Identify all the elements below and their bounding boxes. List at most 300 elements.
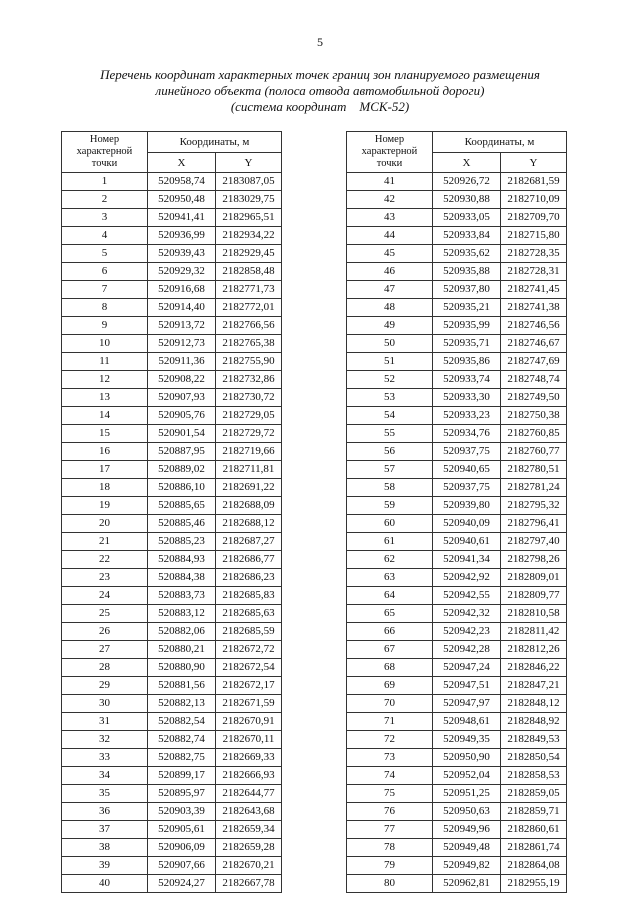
table-row: [62, 857, 282, 875]
cell-point-number: 45: [347, 245, 433, 263]
table-row: [62, 335, 282, 353]
cell-y: 2182685,63: [216, 605, 282, 623]
cell-point-number: 2: [62, 191, 148, 209]
cell-y: 2182798,26: [501, 551, 567, 569]
table-row: [62, 641, 282, 659]
cell-point-number: 71: [347, 713, 433, 731]
cell-point-number: 3: [62, 209, 148, 227]
cell-point-number: 57: [347, 461, 433, 479]
cell-x: 520935,88: [433, 263, 501, 281]
cell-x: 520880,90: [148, 659, 216, 677]
cell-point-number: 36: [62, 803, 148, 821]
cell-point-number: 37: [62, 821, 148, 839]
table-row: [347, 479, 567, 497]
cell-x: 520935,21: [433, 299, 501, 317]
cell-point-number: 17: [62, 461, 148, 479]
cell-point-number: 80: [347, 875, 433, 893]
cell-y: 2182760,77: [501, 443, 567, 461]
table-row: [347, 857, 567, 875]
cell-point-number: 70: [347, 695, 433, 713]
cell-point-number: 6: [62, 263, 148, 281]
cell-y: 2182671,59: [216, 695, 282, 713]
cell-x: 520935,71: [433, 335, 501, 353]
cell-x: 520940,61: [433, 533, 501, 551]
table-row: [347, 443, 567, 461]
table-row: [347, 767, 567, 785]
cell-y: 2182766,56: [216, 317, 282, 335]
table-row: [62, 497, 282, 515]
header-coordinates: Координаты, м: [148, 132, 282, 153]
cell-y: 2182688,09: [216, 497, 282, 515]
cell-x: 520903,39: [148, 803, 216, 821]
cell-point-number: 76: [347, 803, 433, 821]
coordinates-table-left: [61, 131, 282, 893]
cell-point-number: 41: [347, 173, 433, 191]
cell-x: 520901,54: [148, 425, 216, 443]
cell-x: 520935,99: [433, 317, 501, 335]
table-row: [347, 263, 567, 281]
cell-y: 2182748,74: [501, 371, 567, 389]
cell-y: 2182848,12: [501, 695, 567, 713]
cell-point-number: 31: [62, 713, 148, 731]
cell-x: 520905,76: [148, 407, 216, 425]
cell-x: 520950,48: [148, 191, 216, 209]
cell-point-number: 24: [62, 587, 148, 605]
cell-x: 520939,80: [433, 497, 501, 515]
cell-x: 520940,09: [433, 515, 501, 533]
cell-point-number: 33: [62, 749, 148, 767]
table-row: [62, 803, 282, 821]
cell-x: 520914,40: [148, 299, 216, 317]
cell-point-number: 77: [347, 821, 433, 839]
cell-x: 520908,22: [148, 371, 216, 389]
cell-x: 520882,13: [148, 695, 216, 713]
cell-y: 2182861,74: [501, 839, 567, 857]
heading-line-3: (система координат МСК-52): [230, 99, 410, 114]
cell-x: 520958,74: [148, 173, 216, 191]
cell-x: 520942,92: [433, 569, 501, 587]
cell-point-number: 43: [347, 209, 433, 227]
cell-point-number: 65: [347, 605, 433, 623]
cell-y: 2182672,54: [216, 659, 282, 677]
cell-y: 2182659,34: [216, 821, 282, 839]
coordinates-table-right: [346, 131, 567, 893]
cell-y: 2182848,92: [501, 713, 567, 731]
cell-y: 2182711,81: [216, 461, 282, 479]
table-row: [62, 533, 282, 551]
cell-x: 520949,96: [433, 821, 501, 839]
cell-point-number: 42: [347, 191, 433, 209]
cell-x: 520884,38: [148, 569, 216, 587]
cell-x: 520895,97: [148, 785, 216, 803]
cell-y: 2182846,22: [501, 659, 567, 677]
cell-x: 520882,54: [148, 713, 216, 731]
table-row: [347, 713, 567, 731]
table-row: [62, 209, 282, 227]
cell-point-number: 8: [62, 299, 148, 317]
cell-x: 520947,24: [433, 659, 501, 677]
cell-y: 2182685,83: [216, 587, 282, 605]
cell-point-number: 49: [347, 317, 433, 335]
table-row: [347, 461, 567, 479]
header-x: X: [433, 153, 501, 173]
cell-x: 520885,23: [148, 533, 216, 551]
table-row: [62, 425, 282, 443]
cell-point-number: 56: [347, 443, 433, 461]
cell-x: 520950,63: [433, 803, 501, 821]
cell-point-number: 72: [347, 731, 433, 749]
header-point-number-line: Номер: [89, 134, 120, 145]
table-row: [62, 173, 282, 191]
table-row: [347, 353, 567, 371]
cell-point-number: 5: [62, 245, 148, 263]
table-row: [347, 533, 567, 551]
cell-x: 520887,95: [148, 443, 216, 461]
table-row: [347, 227, 567, 245]
cell-x: 520942,55: [433, 587, 501, 605]
cell-point-number: 14: [62, 407, 148, 425]
header-point-number-line: характерной: [361, 146, 418, 157]
cell-point-number: 66: [347, 623, 433, 641]
cell-y: 2182780,51: [501, 461, 567, 479]
table-row: [62, 839, 282, 857]
cell-x: 520885,65: [148, 497, 216, 515]
cell-point-number: 20: [62, 515, 148, 533]
cell-y: 2182669,33: [216, 749, 282, 767]
table-row: [62, 785, 282, 803]
cell-x: 520942,32: [433, 605, 501, 623]
cell-point-number: 30: [62, 695, 148, 713]
cell-x: 520939,43: [148, 245, 216, 263]
heading-line-1: Перечень координат характерных точек границ зон планируемого размещения: [100, 67, 540, 82]
table-row: [347, 515, 567, 533]
cell-point-number: 9: [62, 317, 148, 335]
cell-y: 2182732,86: [216, 371, 282, 389]
cell-x: 520889,02: [148, 461, 216, 479]
cell-x: 520913,72: [148, 317, 216, 335]
table-row: [347, 317, 567, 335]
cell-y: 2182955,19: [501, 875, 567, 893]
cell-x: 520911,36: [148, 353, 216, 371]
cell-x: 520883,12: [148, 605, 216, 623]
cell-y: 2182659,28: [216, 839, 282, 857]
cell-y: 2182847,21: [501, 677, 567, 695]
page-number: 5: [317, 35, 323, 49]
cell-x: 520881,56: [148, 677, 216, 695]
cell-x: 520934,76: [433, 425, 501, 443]
cell-y: 2182965,51: [216, 209, 282, 227]
cell-y: 2182643,68: [216, 803, 282, 821]
cell-x: 520935,86: [433, 353, 501, 371]
table-row: [62, 749, 282, 767]
table-row: [347, 605, 567, 623]
table-row: [62, 767, 282, 785]
cell-y: 2182810,58: [501, 605, 567, 623]
table-row: [347, 569, 567, 587]
cell-y: 2182749,50: [501, 389, 567, 407]
cell-y: 2182670,21: [216, 857, 282, 875]
cell-y: 2182864,08: [501, 857, 567, 875]
cell-x: 520933,23: [433, 407, 501, 425]
cell-y: 2182755,90: [216, 353, 282, 371]
table-row: [347, 281, 567, 299]
cell-x: 520905,61: [148, 821, 216, 839]
table-row: [62, 371, 282, 389]
header-point-number-line: точки: [376, 158, 403, 169]
cell-x: 520941,41: [148, 209, 216, 227]
heading-line-2: линейного объекта (полоса отвода автомобильной дороги): [155, 83, 485, 98]
cell-y: 2182691,22: [216, 479, 282, 497]
cell-point-number: 52: [347, 371, 433, 389]
cell-x: 520949,35: [433, 731, 501, 749]
cell-point-number: 47: [347, 281, 433, 299]
table-body-right: [347, 173, 567, 893]
cell-point-number: 78: [347, 839, 433, 857]
cell-y: 2182772,01: [216, 299, 282, 317]
cell-point-number: 21: [62, 533, 148, 551]
table-row: [62, 515, 282, 533]
header-point-number: [62, 132, 148, 173]
cell-point-number: 12: [62, 371, 148, 389]
document-heading: [40, 67, 600, 115]
cell-point-number: 35: [62, 785, 148, 803]
cell-point-number: 46: [347, 263, 433, 281]
cell-point-number: 28: [62, 659, 148, 677]
cell-x: 520916,68: [148, 281, 216, 299]
header-y: Y: [216, 153, 282, 173]
cell-x: 520933,84: [433, 227, 501, 245]
table-row: [347, 821, 567, 839]
cell-y: 2182715,80: [501, 227, 567, 245]
cell-y: 2182728,31: [501, 263, 567, 281]
cell-y: 2182796,41: [501, 515, 567, 533]
cell-x: 520942,23: [433, 623, 501, 641]
cell-x: 520949,48: [433, 839, 501, 857]
cell-x: 520949,82: [433, 857, 501, 875]
cell-y: 2182688,12: [216, 515, 282, 533]
cell-y: 2182795,32: [501, 497, 567, 515]
cell-y: 2182747,69: [501, 353, 567, 371]
header-point-number-line: характерной: [76, 146, 133, 157]
table-body-left: [62, 173, 282, 893]
header-y: Y: [501, 153, 567, 173]
cell-y: 2182811,42: [501, 623, 567, 641]
table-row: [62, 299, 282, 317]
cell-x: 520951,25: [433, 785, 501, 803]
cell-y: 2182709,70: [501, 209, 567, 227]
cell-x: 520886,10: [148, 479, 216, 497]
cell-point-number: 61: [347, 533, 433, 551]
table-row: [347, 497, 567, 515]
cell-y: 2182730,72: [216, 389, 282, 407]
cell-point-number: 18: [62, 479, 148, 497]
table-row: [347, 407, 567, 425]
cell-y: 2182849,53: [501, 731, 567, 749]
cell-x: 520882,06: [148, 623, 216, 641]
table-row: [62, 605, 282, 623]
cell-x: 520935,62: [433, 245, 501, 263]
table-row: [347, 695, 567, 713]
cell-point-number: 15: [62, 425, 148, 443]
cell-y: 2182809,77: [501, 587, 567, 605]
table-row: [62, 659, 282, 677]
cell-x: 520933,74: [433, 371, 501, 389]
cell-y: 2182812,26: [501, 641, 567, 659]
cell-x: 520906,09: [148, 839, 216, 857]
table-row: [62, 623, 282, 641]
header-x: X: [148, 153, 216, 173]
table-row: [62, 713, 282, 731]
cell-x: 520947,51: [433, 677, 501, 695]
cell-point-number: 48: [347, 299, 433, 317]
cell-point-number: 19: [62, 497, 148, 515]
table-row: [347, 623, 567, 641]
cell-point-number: 50: [347, 335, 433, 353]
table-row: [347, 731, 567, 749]
cell-x: 520937,80: [433, 281, 501, 299]
table-row: [62, 281, 282, 299]
table-row: [347, 839, 567, 857]
table-row: [347, 389, 567, 407]
cell-point-number: 23: [62, 569, 148, 587]
cell-x: 520924,27: [148, 875, 216, 893]
cell-y: 2182858,53: [501, 767, 567, 785]
table-row: [347, 875, 567, 893]
table-row: [62, 695, 282, 713]
cell-y: 2183087,05: [216, 173, 282, 191]
cell-point-number: 34: [62, 767, 148, 785]
table-row: [62, 443, 282, 461]
cell-y: 2182728,35: [501, 245, 567, 263]
cell-y: 2182667,78: [216, 875, 282, 893]
cell-x: 520933,30: [433, 389, 501, 407]
cell-y: 2182746,56: [501, 317, 567, 335]
header-point-number: [347, 132, 433, 173]
cell-y: 2182729,72: [216, 425, 282, 443]
cell-point-number: 58: [347, 479, 433, 497]
table-row: [62, 461, 282, 479]
cell-x: 520950,90: [433, 749, 501, 767]
table-row: [347, 191, 567, 209]
cell-x: 520930,88: [433, 191, 501, 209]
table-row: [62, 263, 282, 281]
cell-y: 2182681,59: [501, 173, 567, 191]
table-row: [347, 551, 567, 569]
table-row: [347, 209, 567, 227]
table-row: [62, 389, 282, 407]
cell-point-number: 73: [347, 749, 433, 767]
cell-x: 520883,73: [148, 587, 216, 605]
cell-x: 520936,99: [148, 227, 216, 245]
table-row: [347, 173, 567, 191]
table-row: [62, 353, 282, 371]
table-row: [62, 875, 282, 893]
cell-y: 2182741,38: [501, 299, 567, 317]
cell-y: 2182670,91: [216, 713, 282, 731]
cell-point-number: 25: [62, 605, 148, 623]
cell-point-number: 62: [347, 551, 433, 569]
cell-y: 2182741,45: [501, 281, 567, 299]
cell-y: 2182729,05: [216, 407, 282, 425]
cell-point-number: 63: [347, 569, 433, 587]
cell-point-number: 59: [347, 497, 433, 515]
cell-y: 2182686,23: [216, 569, 282, 587]
cell-y: 2183029,75: [216, 191, 282, 209]
table-row: [347, 749, 567, 767]
table-row: [62, 191, 282, 209]
cell-y: 2182746,67: [501, 335, 567, 353]
table-row: [62, 731, 282, 749]
cell-x: 520948,61: [433, 713, 501, 731]
cell-point-number: 11: [62, 353, 148, 371]
cell-x: 520941,34: [433, 551, 501, 569]
table-row: [347, 425, 567, 443]
cell-point-number: 74: [347, 767, 433, 785]
cell-point-number: 29: [62, 677, 148, 695]
header-point-number-line: Номер: [374, 134, 405, 145]
cell-point-number: 53: [347, 389, 433, 407]
cell-y: 2182929,45: [216, 245, 282, 263]
table-row: [347, 245, 567, 263]
cell-point-number: 4: [62, 227, 148, 245]
cell-point-number: 32: [62, 731, 148, 749]
cell-y: 2182809,01: [501, 569, 567, 587]
cell-y: 2182850,54: [501, 749, 567, 767]
cell-y: 2182765,38: [216, 335, 282, 353]
table-row: [62, 479, 282, 497]
cell-point-number: 40: [62, 875, 148, 893]
cell-point-number: 64: [347, 587, 433, 605]
cell-point-number: 44: [347, 227, 433, 245]
cell-y: 2182672,72: [216, 641, 282, 659]
cell-point-number: 7: [62, 281, 148, 299]
cell-x: 520885,46: [148, 515, 216, 533]
cell-y: 2182859,05: [501, 785, 567, 803]
cell-point-number: 27: [62, 641, 148, 659]
cell-point-number: 60: [347, 515, 433, 533]
table-row: [347, 641, 567, 659]
table-row: [347, 335, 567, 353]
table-row: [62, 677, 282, 695]
table-row: [347, 677, 567, 695]
cell-y: 2182710,09: [501, 191, 567, 209]
cell-point-number: 38: [62, 839, 148, 857]
cell-point-number: 16: [62, 443, 148, 461]
table-row: [347, 299, 567, 317]
cell-point-number: 75: [347, 785, 433, 803]
cell-x: 520882,75: [148, 749, 216, 767]
cell-x: 520882,74: [148, 731, 216, 749]
cell-point-number: 68: [347, 659, 433, 677]
cell-x: 520926,72: [433, 173, 501, 191]
cell-x: 520962,81: [433, 875, 501, 893]
table-row: [347, 371, 567, 389]
cell-y: 2182771,73: [216, 281, 282, 299]
cell-x: 520899,17: [148, 767, 216, 785]
cell-point-number: 69: [347, 677, 433, 695]
cell-point-number: 26: [62, 623, 148, 641]
cell-y: 2182797,40: [501, 533, 567, 551]
table-row: [347, 587, 567, 605]
header-coordinates: Координаты, м: [433, 132, 567, 153]
cell-y: 2182719,66: [216, 443, 282, 461]
table-row: [62, 407, 282, 425]
cell-point-number: 39: [62, 857, 148, 875]
cell-x: 520912,73: [148, 335, 216, 353]
header-point-number-line: точки: [91, 158, 118, 169]
cell-x: 520940,65: [433, 461, 501, 479]
cell-y: 2182750,38: [501, 407, 567, 425]
